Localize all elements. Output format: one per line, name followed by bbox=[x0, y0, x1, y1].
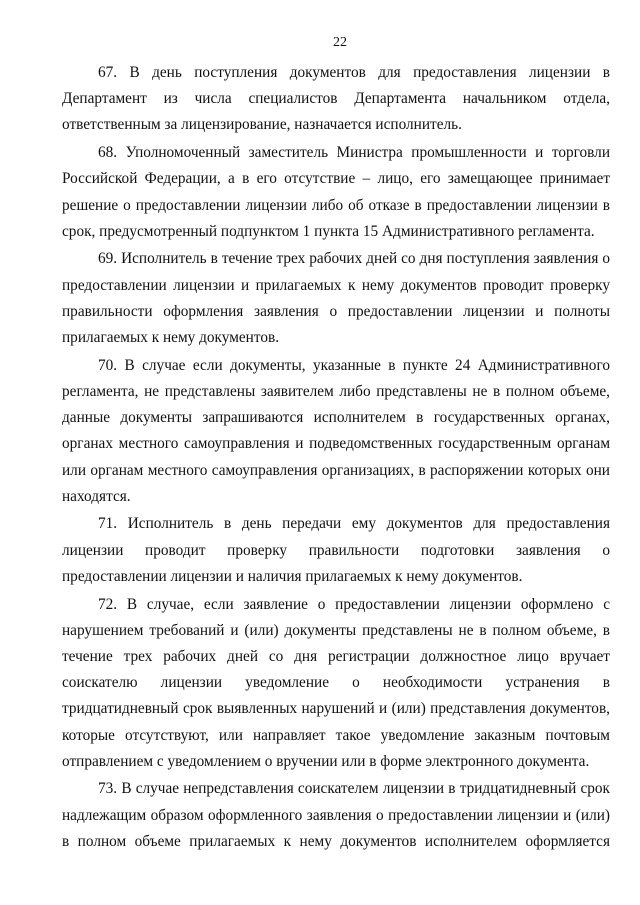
page-number: 22 bbox=[333, 35, 347, 50]
paragraph-71: 71. Исполнитель в день передачи ему документов для предоставления лицензии проводит проверку правильности подготовки заявления о предоставлении лицензии и наличия прилагаемых к нему документов. bbox=[62, 515, 610, 585]
paragraph-69: 69. Исполнитель в течение трех рабочих дней со дня поступления заявления о предоставлении лицензии и прилагаемых к нему документов проводит проверку правильности оформления заявления о предоставлении лицензии и полноты прилагаемых к нему документов. bbox=[62, 250, 610, 347]
paragraph-72: 72. В случае, если заявление о предоставлении лицензии оформлено с нарушением требований и (или) документы представлены не в полном объеме, в течение трех рабочих дней со дня регистрации должностное лицо вручает соискателю лицензии уведомление о необходимости устранения в тридцатидневный срок выявленных нарушений и (или) представления документов, которые отсутствуют, или направляет такое уведомление заказным почтовым отправлением с уведомлением о вручении или в форме электронного документа. bbox=[62, 595, 610, 770]
paragraph-70: 70. В случае если документы, указанные в пункте 24 Административного регламента, не представлены заявителем либо представлены не в полном объеме, данные документы запрашиваются исполнителем в государственных органах, органах местного самоуправления и подведомственных государственным органам или органам местного самоуправления организациях, в распоряжении которых они находятся. bbox=[62, 356, 610, 505]
paragraph-73: 73. В случае непредставления соискателем лицензии в тридцатидневный срок надлежащим образом оформленного заявления о предоставлении лицензии и (или) в полном объеме прилагаемых к нему документов исполнителем оформляется bbox=[62, 780, 610, 850]
paragraph-67: 67. В день поступления документов для предоставления лицензии в Департамент из числа специалистов Департамента начальником отдела, ответственным за лицензирование, назначается исполнитель. bbox=[62, 64, 610, 134]
paragraph-68: 68. Уполномоченный заместитель Министра промышленности и торговли Российской Федерации, а в его отсутствие – лицо, его замещающее принимает решение о предоставлении лицензии либо об отказе в предоставлении лицензии в срок, предусмотренный подпунктом 1 пункта 15 Административного регламента. bbox=[62, 144, 610, 240]
